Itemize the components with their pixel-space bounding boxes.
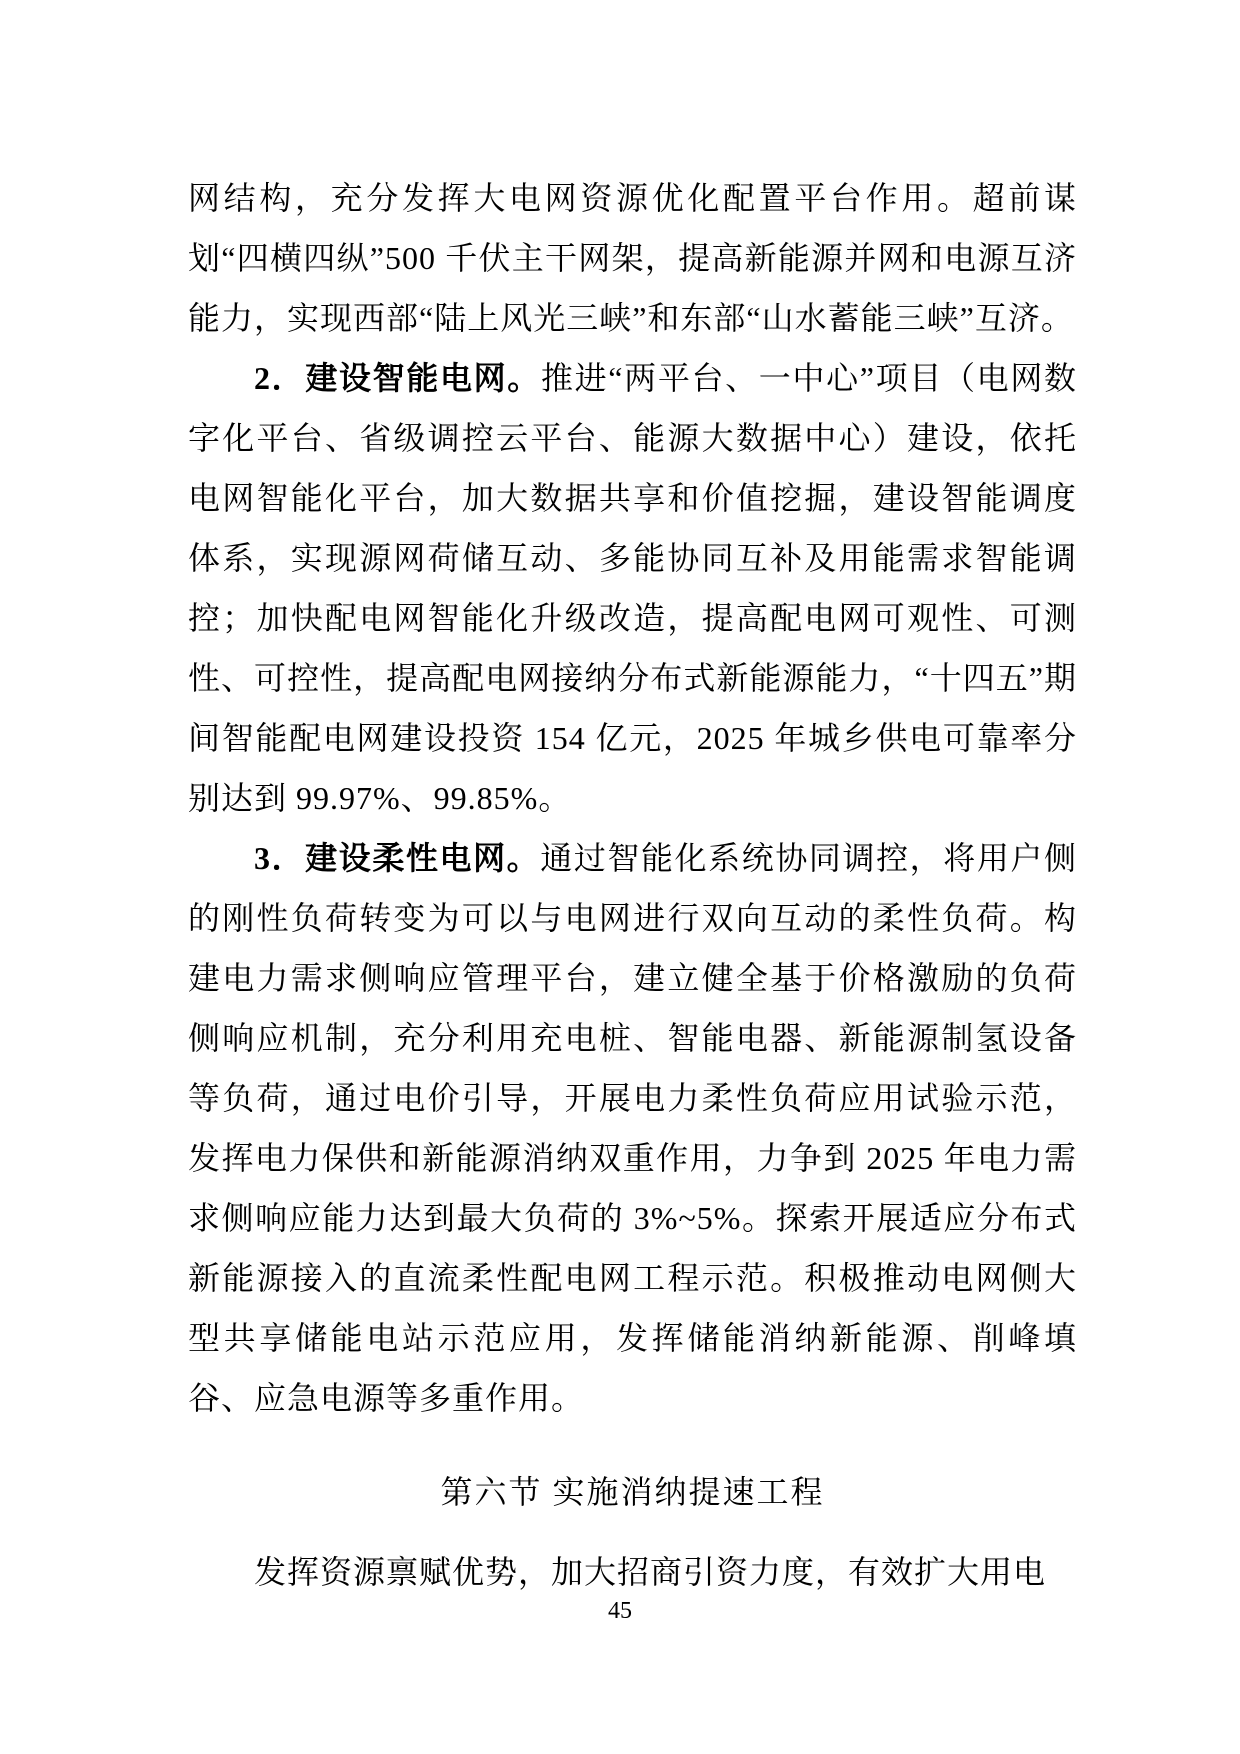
- text-run: 通过智能化系统协同调控，将用户侧的刚性负荷转变为可以与电网进行双向互动的柔性负荷。构建电力需求侧响应管理平台，建立健全基于价格激励的负荷侧响应机制，充分利用充电桩、智能电器、新能源制氢设备等负荷，通过电价引导，开展电力柔性负荷应用试验示范，发挥电力保供和新能源消纳双重作用，力争到 2025 年电力需求侧响应能力达到最大负荷的 3%~5%。探索开展适应分布式新能源接入的直流柔性配电网工程示范。积极推动电网侧大型共享储能电站示范应用，发挥储能消纳新能源、削峰填谷、应急电源等多重作用。: [188, 840, 1077, 1416]
- body-paragraph: [188, 348, 1077, 828]
- closing-section: [188, 1542, 1077, 1602]
- body-paragraph: [188, 168, 1077, 348]
- text-run: 网结构，充分发挥大电网资源优化配置平台作用。超前谋划“四横四纵”500 千伏主干网架，提高新能源并网和电源互济能力，实现西部“陆上风光三峡”和东部“山水蓄能三峡”互济。: [188, 180, 1077, 336]
- page-number: 45: [608, 1598, 632, 1624]
- text-run: 2．建设智能电网。: [254, 360, 541, 396]
- paragraph-container: [188, 168, 1077, 1428]
- text-run: 3．建设柔性电网。: [254, 840, 541, 876]
- section-heading: 第六节 实施消纳提速工程: [440, 1474, 825, 1510]
- closing-paragraph: 发挥资源禀赋优势，加大招商引资力度，有效扩大用电: [254, 1554, 1047, 1590]
- body-paragraph: [188, 828, 1077, 1428]
- text-run: 推进“两平台、一中心”项目（电网数字化平台、省级调控云平台、能源大数据中心）建设，依托电网智能化平台，加大数据共享和价值挖掘，建设智能调度体系，实现源网荷储互动、多能协同互补及用能需求智能调控；加快配电网智能化升级改造，提高配电网可观性、可测性、可控性，提高配电网接纳分布式新能源能力，“十四五”期间智能配电网建设投资 154 亿元，2025 年城乡供电可靠率分别达到 99.97%、99.85%。: [188, 360, 1077, 816]
- page-footer: [0, 1596, 1240, 1626]
